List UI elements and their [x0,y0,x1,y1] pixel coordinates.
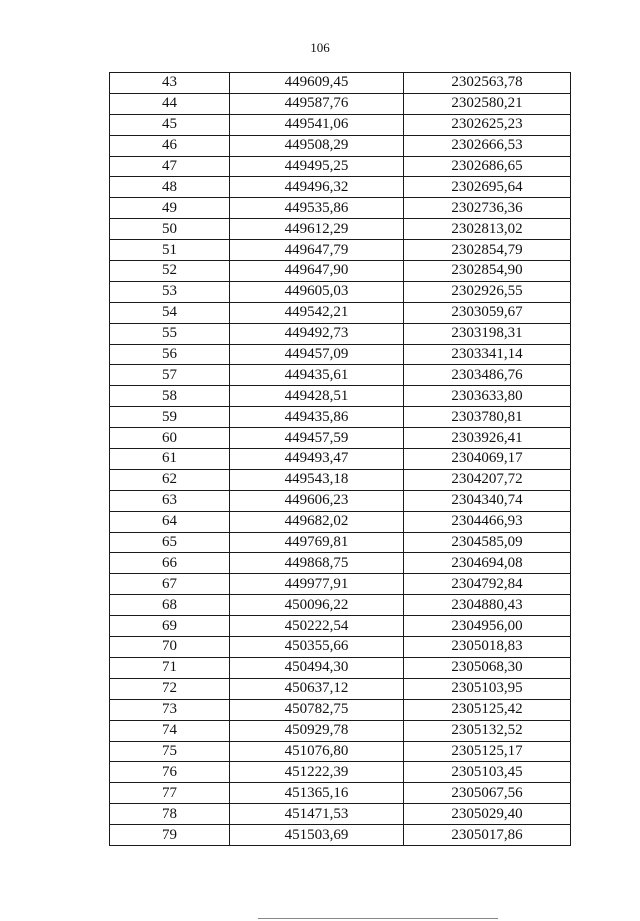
x-coordinate-cell: 449541,06 [230,114,404,135]
point-number-cell: 52 [110,261,230,282]
x-coordinate-cell: 449977,91 [230,574,404,595]
table-row [110,449,571,470]
point-number-cell: 74 [110,720,230,741]
point-number-cell: 72 [110,678,230,699]
y-coordinate-cell: 2303633,80 [404,386,571,407]
x-coordinate-cell: 449492,73 [230,323,404,344]
x-coordinate-cell: 449587,76 [230,93,404,114]
point-number-cell: 76 [110,762,230,783]
x-coordinate-cell: 450637,12 [230,678,404,699]
point-number-cell: 49 [110,198,230,219]
point-number-cell: 64 [110,511,230,532]
y-coordinate-cell: 2305103,45 [404,762,571,783]
table-row [110,323,571,344]
y-coordinate-cell: 2302926,55 [404,281,571,302]
y-coordinate-cell: 2302580,21 [404,93,571,114]
y-coordinate-cell: 2304792,84 [404,574,571,595]
table-row [110,428,571,449]
point-number-cell: 51 [110,240,230,261]
table-row [110,240,571,261]
x-coordinate-cell: 451076,80 [230,741,404,762]
point-number-cell: 59 [110,407,230,428]
x-coordinate-cell: 451503,69 [230,825,404,846]
point-number-cell: 53 [110,281,230,302]
x-coordinate-cell: 449457,09 [230,344,404,365]
x-coordinate-cell: 449495,25 [230,156,404,177]
y-coordinate-cell: 2302686,65 [404,156,571,177]
table-row [110,574,571,595]
table-row [110,407,571,428]
point-number-cell: 66 [110,553,230,574]
point-number-cell: 77 [110,783,230,804]
y-coordinate-cell: 2303198,31 [404,323,571,344]
table-row [110,73,571,94]
x-coordinate-cell: 449435,61 [230,365,404,386]
point-number-cell: 50 [110,219,230,240]
point-number-cell: 79 [110,825,230,846]
x-coordinate-cell: 449647,79 [230,240,404,261]
table-row [110,490,571,511]
point-number-cell: 55 [110,323,230,344]
x-coordinate-cell: 449769,81 [230,532,404,553]
point-number-cell: 44 [110,93,230,114]
y-coordinate-cell: 2305132,52 [404,720,571,741]
y-coordinate-cell: 2302854,79 [404,240,571,261]
table-row [110,825,571,846]
x-coordinate-cell: 449647,90 [230,261,404,282]
x-coordinate-cell: 449542,21 [230,302,404,323]
x-coordinate-cell: 450782,75 [230,699,404,720]
table-row [110,261,571,282]
point-number-cell: 45 [110,114,230,135]
y-coordinate-cell: 2304585,09 [404,532,571,553]
point-number-cell: 65 [110,532,230,553]
coordinates-table [109,72,571,846]
y-coordinate-cell: 2305068,30 [404,657,571,678]
y-coordinate-cell: 2305125,17 [404,741,571,762]
x-coordinate-cell: 451222,39 [230,762,404,783]
y-coordinate-cell: 2304207,72 [404,469,571,490]
table-row [110,595,571,616]
point-number-cell: 75 [110,741,230,762]
table-row [110,281,571,302]
y-coordinate-cell: 2302854,90 [404,261,571,282]
table-row [110,177,571,198]
table-row [110,219,571,240]
table-row [110,720,571,741]
table-row [110,135,571,156]
point-number-cell: 71 [110,657,230,678]
y-coordinate-cell: 2305018,83 [404,637,571,658]
point-number-cell: 69 [110,616,230,637]
point-number-cell: 58 [110,386,230,407]
x-coordinate-cell: 449543,18 [230,469,404,490]
x-coordinate-cell: 450096,22 [230,595,404,616]
x-coordinate-cell: 449508,29 [230,135,404,156]
x-coordinate-cell: 451471,53 [230,804,404,825]
y-coordinate-cell: 2302736,36 [404,198,571,219]
table-row [110,198,571,219]
y-coordinate-cell: 2302813,02 [404,219,571,240]
x-coordinate-cell: 450355,66 [230,637,404,658]
x-coordinate-cell: 449457,59 [230,428,404,449]
y-coordinate-cell: 2304069,17 [404,449,571,470]
table-row [110,741,571,762]
x-coordinate-cell: 449605,03 [230,281,404,302]
table-row [110,386,571,407]
x-coordinate-cell: 449535,86 [230,198,404,219]
x-coordinate-cell: 449435,86 [230,407,404,428]
point-number-cell: 61 [110,449,230,470]
table-row [110,657,571,678]
x-coordinate-cell: 449606,23 [230,490,404,511]
table-row [110,365,571,386]
x-coordinate-cell: 449493,47 [230,449,404,470]
bottom-rule [258,918,498,919]
table-row [110,783,571,804]
point-number-cell: 67 [110,574,230,595]
x-coordinate-cell: 449612,29 [230,219,404,240]
point-number-cell: 57 [110,365,230,386]
x-coordinate-cell: 449609,45 [230,73,404,94]
y-coordinate-cell: 2302695,64 [404,177,571,198]
point-number-cell: 62 [110,469,230,490]
point-number-cell: 46 [110,135,230,156]
point-number-cell: 54 [110,302,230,323]
x-coordinate-cell: 449868,75 [230,553,404,574]
point-number-cell: 68 [110,595,230,616]
table-row [110,511,571,532]
y-coordinate-cell: 2303059,67 [404,302,571,323]
y-coordinate-cell: 2302666,53 [404,135,571,156]
y-coordinate-cell: 2305125,42 [404,699,571,720]
point-number-cell: 48 [110,177,230,198]
table-row [110,553,571,574]
table-row [110,699,571,720]
y-coordinate-cell: 2304694,08 [404,553,571,574]
point-number-cell: 73 [110,699,230,720]
x-coordinate-cell: 449682,02 [230,511,404,532]
x-coordinate-cell: 449428,51 [230,386,404,407]
table-row [110,762,571,783]
table-row [110,114,571,135]
point-number-cell: 47 [110,156,230,177]
y-coordinate-cell: 2304880,43 [404,595,571,616]
y-coordinate-cell: 2304466,93 [404,511,571,532]
table-row [110,469,571,490]
point-number-cell: 70 [110,637,230,658]
y-coordinate-cell: 2305103,95 [404,678,571,699]
x-coordinate-cell: 451365,16 [230,783,404,804]
table-row [110,93,571,114]
point-number-cell: 60 [110,428,230,449]
x-coordinate-cell: 450494,30 [230,657,404,678]
table-row [110,616,571,637]
table-row [110,302,571,323]
point-number-cell: 78 [110,804,230,825]
y-coordinate-cell: 2305017,86 [404,825,571,846]
table-row [110,678,571,699]
table-row [110,804,571,825]
x-coordinate-cell: 450929,78 [230,720,404,741]
table-row [110,532,571,553]
y-coordinate-cell: 2303780,81 [404,407,571,428]
y-coordinate-cell: 2302563,78 [404,73,571,94]
table-row [110,344,571,365]
x-coordinate-cell: 450222,54 [230,616,404,637]
y-coordinate-cell: 2304340,74 [404,490,571,511]
table-row [110,637,571,658]
x-coordinate-cell: 449496,32 [230,177,404,198]
y-coordinate-cell: 2303926,41 [404,428,571,449]
point-number-cell: 56 [110,344,230,365]
y-coordinate-cell: 2303341,14 [404,344,571,365]
page-number: 106 [310,40,330,55]
table-row [110,156,571,177]
y-coordinate-cell: 2305029,40 [404,804,571,825]
y-coordinate-cell: 2305067,56 [404,783,571,804]
coordinates-table-body [110,73,571,846]
point-number-cell: 63 [110,490,230,511]
y-coordinate-cell: 2304956,00 [404,616,571,637]
y-coordinate-cell: 2302625,23 [404,114,571,135]
point-number-cell: 43 [110,73,230,94]
y-coordinate-cell: 2303486,76 [404,365,571,386]
